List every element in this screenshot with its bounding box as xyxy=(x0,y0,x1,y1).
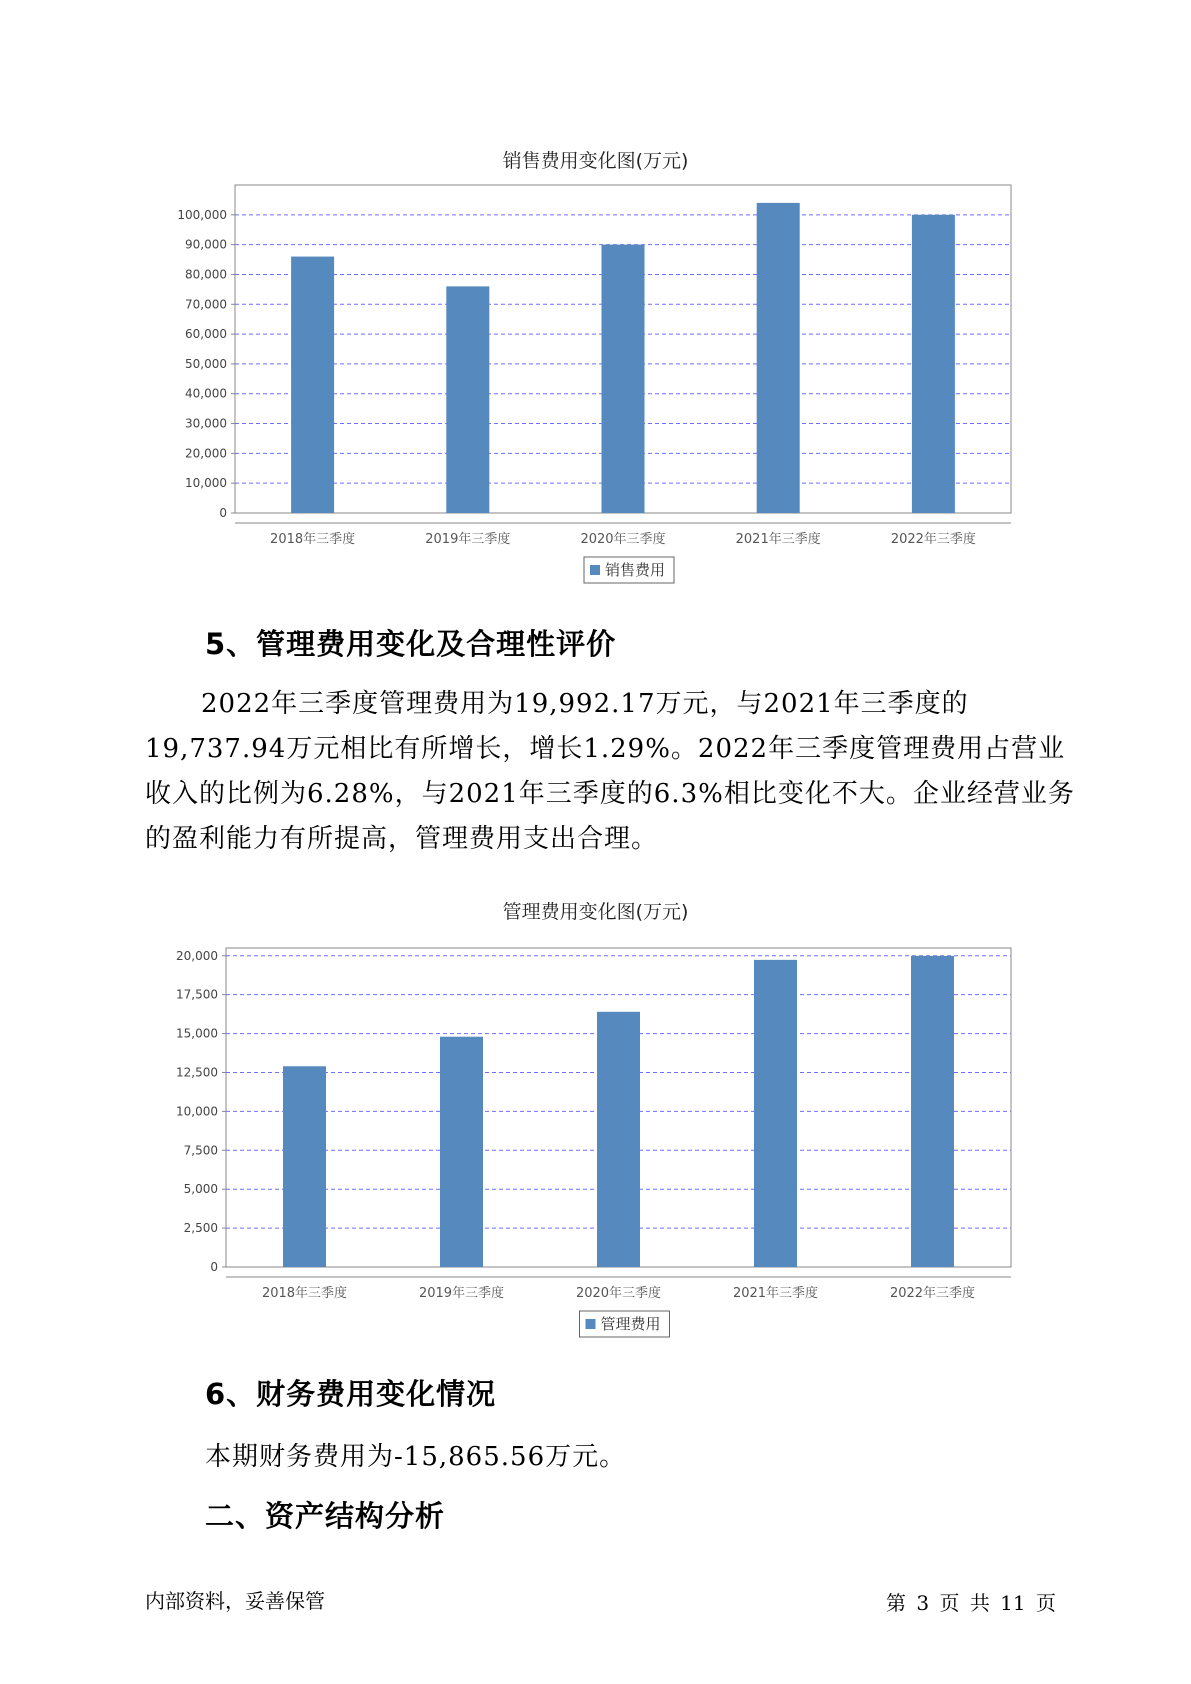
legend-swatch xyxy=(590,565,600,575)
section5-paragraph: 2022年三季度管理费用为19,992.17万元，与2021年三季度的19,737.94万元相比有所增长，增长1.29%。2022年三季度管理费用占营业收入的比例为6.28%，与2021年三季度的6.3%相比变化不大。企业经营业务的盈利能力有所提高，管理费用支出合理。 xyxy=(145,689,1075,854)
bar xyxy=(446,286,489,513)
footer-page-number: 第 3 页 共 11 页 xyxy=(886,1591,1056,1615)
section6-heading: 6、财务费用变化情况 xyxy=(205,1377,497,1411)
y-tick-label: 12,500 xyxy=(176,1065,218,1080)
legend-label: 管理费用 xyxy=(600,1315,661,1333)
y-tick-label: 60,000 xyxy=(185,327,227,342)
bar xyxy=(291,257,334,513)
x-tick-label: 2021年三季度 xyxy=(735,532,821,547)
y-tick-label: 80,000 xyxy=(185,267,227,282)
x-tick-label: 2020年三季度 xyxy=(575,1286,662,1301)
y-tick-label: 10,000 xyxy=(185,476,227,491)
section6-paragraph: 本期财务费用为-15,865.56万元。 xyxy=(205,1442,627,1472)
y-tick-label: 20,000 xyxy=(176,948,218,963)
section5-heading: 5、管理费用变化及合理性评价 xyxy=(205,627,617,661)
footer-confidential: 内部资料，妥善保管 xyxy=(145,1589,325,1613)
section-two-heading: 二、资产结构分析 xyxy=(205,1499,446,1533)
y-tick-label: 40,000 xyxy=(185,386,227,401)
x-tick-label: 2018年三季度 xyxy=(270,532,356,547)
legend-swatch xyxy=(586,1319,596,1329)
bar xyxy=(912,215,955,513)
y-tick-label: 10,000 xyxy=(176,1104,218,1119)
admin-chart-title: 管理费用变化图(万元) xyxy=(502,901,689,923)
y-tick-label: 100,000 xyxy=(177,207,227,222)
sales-expense-chart xyxy=(0,175,1191,595)
bar xyxy=(597,1012,640,1267)
bar xyxy=(602,245,645,513)
y-tick-label: 0 xyxy=(210,1260,218,1274)
bar xyxy=(757,203,800,513)
y-tick-label: 50,000 xyxy=(185,356,227,371)
bar xyxy=(911,956,954,1267)
x-tick-label: 2022年三季度 xyxy=(889,1286,976,1301)
x-tick-label: 2021年三季度 xyxy=(732,1286,819,1301)
y-tick-label: 7,500 xyxy=(183,1143,218,1158)
bar xyxy=(440,1037,483,1267)
x-tick-label: 2020年三季度 xyxy=(580,532,666,547)
y-tick-label: 17,500 xyxy=(176,987,218,1002)
y-tick-label: 5,000 xyxy=(183,1182,218,1197)
y-tick-label: 30,000 xyxy=(185,416,227,431)
bar xyxy=(754,960,797,1267)
admin-expense-chart xyxy=(0,926,1191,1346)
sales-chart-title: 销售费用变化图(万元) xyxy=(502,150,689,172)
x-tick-label: 2019年三季度 xyxy=(425,532,511,547)
bar xyxy=(283,1066,326,1267)
y-tick-label: 70,000 xyxy=(185,297,227,312)
y-tick-label: 15,000 xyxy=(176,1026,218,1041)
legend-label: 销售费用 xyxy=(605,561,666,579)
y-tick-label: 2,500 xyxy=(183,1221,218,1236)
x-tick-label: 2018年三季度 xyxy=(261,1286,348,1301)
x-tick-label: 2022年三季度 xyxy=(890,532,976,547)
y-tick-label: 90,000 xyxy=(185,237,227,252)
y-tick-label: 20,000 xyxy=(185,446,227,461)
y-tick-label: 0 xyxy=(219,506,227,520)
x-tick-label: 2019年三季度 xyxy=(418,1286,505,1301)
